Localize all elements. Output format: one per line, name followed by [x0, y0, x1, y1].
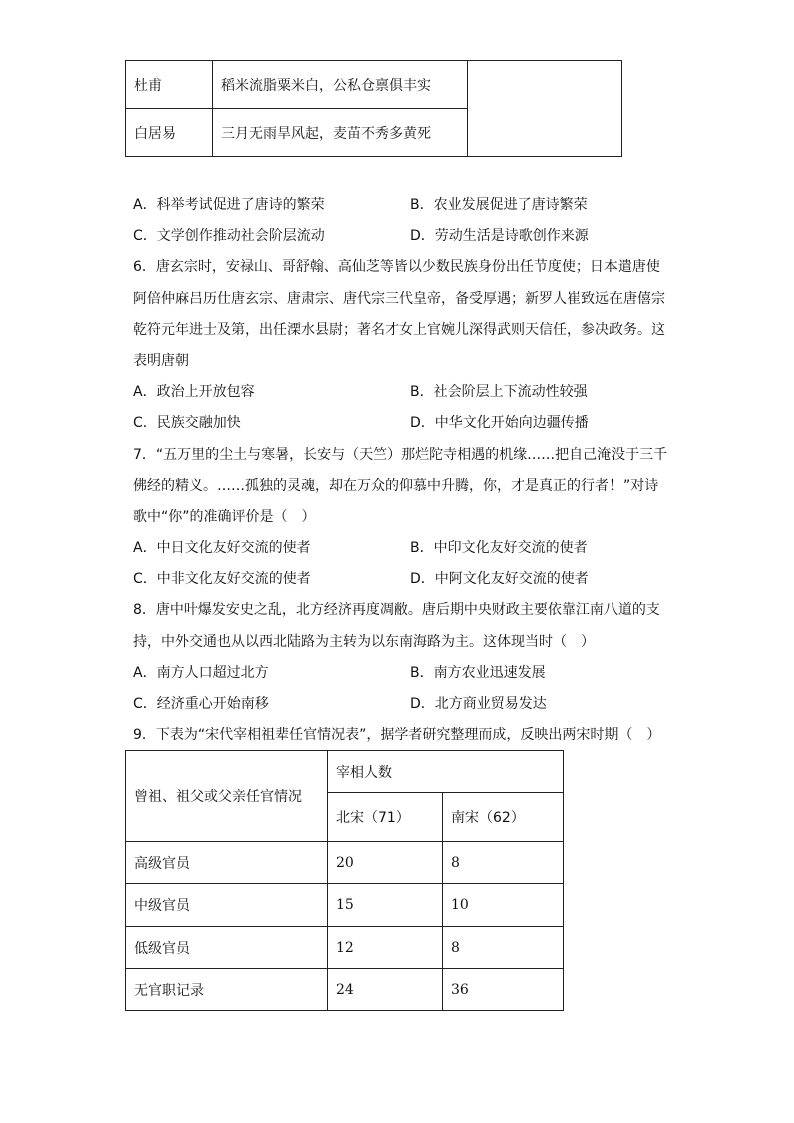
table-row — [126, 842, 564, 884]
q5-option-b: B．农业发展促进了唐诗繁荣 — [410, 197, 588, 213]
q9-stem-line: 9．下表为“宋代宰相祖辈任官情况表”，据学者研究整理而成，反映出两宋时期（ ） — [133, 727, 661, 743]
q8-stem-line: 8．唐中叶爆发安史之乱，北方经济再度凋敝。唐后期中央财政主要依靠江南八道的支 — [133, 602, 660, 618]
poet-cell: 白居易 — [126, 109, 213, 157]
row-label: 高级官员 — [126, 842, 328, 884]
q6-option-c: C．民族交融加快 — [133, 415, 241, 431]
south-value: 8 — [443, 927, 564, 969]
q7-option-b: B．中印文化友好交流的使者 — [410, 540, 588, 556]
poem-line-cell: 三月无雨旱风起，麦苗不秀多黄死 — [213, 109, 468, 157]
table-row — [126, 751, 564, 793]
row-label: 中级官员 — [126, 884, 328, 927]
poem-line-cell: 稻米流脂粟米白，公私仓禀俱丰实 — [213, 61, 468, 109]
q8-option-d: D．北方商业贸易发达 — [410, 696, 547, 712]
poem-table — [125, 60, 622, 157]
q8-option-c: C．经济重心开始南移 — [133, 696, 269, 712]
q7-option-d: D．中阿文化友好交流的使者 — [410, 571, 589, 587]
q7-option-a: A．中日文化友好交流的使者 — [133, 540, 311, 556]
q7-stem-line: 歌中“你”的准确评价是（ ） — [133, 509, 316, 525]
south-value: 8 — [443, 842, 564, 884]
q6-stem-line: 乾符元年进士及第，出任溧水县尉；著名才女上官婉儿深得武则天信任，参决政务。这 — [133, 322, 665, 338]
q8-option-b: B．南方农业迅速发展 — [410, 665, 546, 681]
q5-option-c: C．文学创作推动社会阶层流动 — [133, 228, 325, 244]
q8-option-a: A．南方人口超过北方 — [133, 665, 269, 681]
poet-cell: 杜甫 — [126, 61, 213, 109]
north-value: 20 — [328, 842, 443, 884]
col-header-north: 北宋（71） — [328, 793, 443, 842]
empty-cell — [468, 61, 622, 157]
q7-option-c: C．中非文化友好交流的使者 — [133, 571, 311, 587]
q6-stem-line: 阿倍仲麻吕历仕唐玄宗、唐肃宗、唐代宗三代皇帝，备受厚遇；新罗人崔致远在唐僖宗 — [133, 291, 665, 307]
q7-stem-line: 佛经的精义。……孤独的灵魂，却在万众的仰慕中升腾，你，才是真正的行者！”对诗 — [133, 478, 659, 494]
table-row — [126, 927, 564, 969]
q6-option-a: A．政治上开放包容 — [133, 384, 255, 400]
poem-row — [126, 61, 622, 109]
table-row — [126, 884, 564, 927]
table-row — [126, 969, 564, 1011]
q6-option-b: B．社会阶层上下流动性较强 — [410, 384, 588, 400]
q6-option-d: D．中华文化开始向边疆传播 — [410, 415, 589, 431]
row-label: 低级官员 — [126, 927, 328, 969]
q6-stem-line: 表明唐朝 — [133, 353, 189, 369]
q5-option-d: D．劳动生活是诗歌创作来源 — [410, 228, 589, 244]
north-value: 15 — [328, 884, 443, 927]
north-value: 12 — [328, 927, 443, 969]
col-header-south: 南宋（62） — [443, 793, 564, 842]
q8-stem-line: 持，中外交通也从以西北陆路为主转为以东南海路为主。这体现当时（ ） — [133, 634, 595, 650]
north-value: 24 — [328, 969, 443, 1011]
q9-table — [125, 750, 564, 1011]
q7-stem-line: 7．“五万里的尘土与寒暑，长安与（天竺）那烂陀寺相遇的机缘……把自己淹没于三千 — [133, 447, 668, 463]
row-label: 无官职记录 — [126, 969, 328, 1011]
q5-option-a: A．科举考试促进了唐诗的繁荣 — [133, 197, 325, 213]
south-value: 10 — [443, 884, 564, 927]
group-header-cell: 宰相人数 — [328, 751, 564, 793]
q6-stem-line: 6．唐玄宗时，安禄山、哥舒翰、高仙芝等皆以少数民族身份出任节度使；日本遣唐使 — [133, 259, 660, 275]
south-value: 36 — [443, 969, 564, 1011]
row-header-cell: 曾祖、祖父或父亲任官情况 — [126, 751, 328, 842]
